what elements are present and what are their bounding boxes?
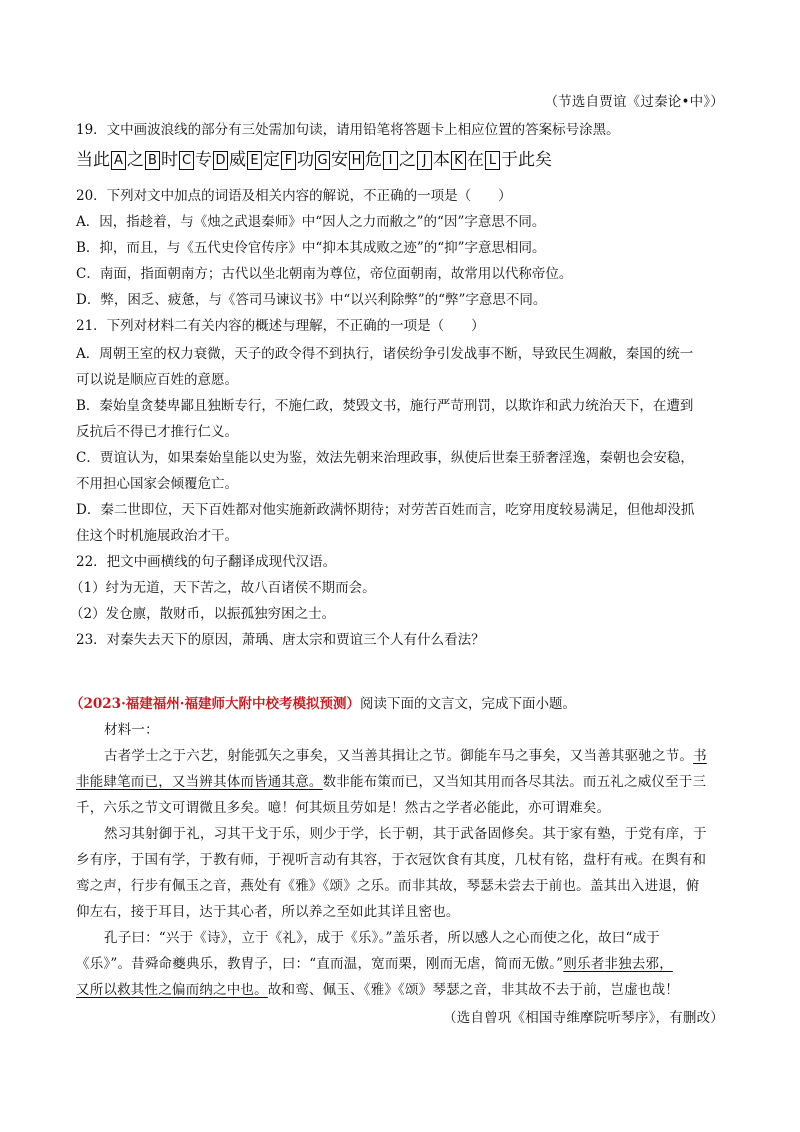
material-p1-line-2 xyxy=(76,772,724,792)
question-21-option-b-line-2: 反抗后不得已才推行仁义。 xyxy=(76,424,238,440)
q19-seg-2: 之 xyxy=(127,150,144,170)
underlined-translation-start: 书 xyxy=(693,748,707,764)
question-21-option-d-line-2: 住这个时机施展政治才干。 xyxy=(76,528,238,544)
q19-box-a[interactable]: A xyxy=(111,151,126,170)
q19-seg-7: 功 xyxy=(297,150,314,170)
question-23-stem: 23．对秦失去天下的原因，萧瑀、唐太宗和贾谊三个人有什么看法？ xyxy=(76,632,485,648)
material-p1-line-1-text: 古者学士之于六艺，射能弧矢之事矣，又当善其揖让之节。御能车马之事矣，又当善其驱驰之节。 xyxy=(104,748,694,764)
material-p3-line-2-text: 《乐》”。昔舜命夔典乐，教胄子，曰：“直而温，宽而栗，刚而无虐，简而无傲。” xyxy=(76,956,564,972)
question-21-option-c-line-2: 不用担心国家会倾覆危亡。 xyxy=(76,476,238,492)
material-p2-line-4: 仰左右，接于耳目，达于其心者，所以养之至如此其详且密也。 xyxy=(76,904,460,920)
material-p1-line-3: 千，六乐之节文可谓微且多矣。噫！何其烦且劳如是！然古之学者必能此，亦可谓难矣。 xyxy=(76,800,611,816)
underlined-translation-2-start: 则乐者非独去邪， xyxy=(563,956,673,972)
source-citation-top: （节选自贾谊《过秦论•中》） xyxy=(544,94,724,110)
question-19-stem: 19．文中画波浪线的部分有三处需加句读，请用铅笔将答题卡上相应位置的答案标号涂黑。 xyxy=(76,122,620,138)
q19-seg-11: 本 xyxy=(433,150,450,170)
q19-box-c[interactable]: C xyxy=(179,151,194,170)
q19-box-g[interactable]: G xyxy=(315,151,330,170)
underlined-translation-sentence: 非能肆笔而已，又当辨其体而皆通其意。 xyxy=(76,774,323,790)
question-21-option-a-line-2: 可以说是顺应百姓的意愿。 xyxy=(76,372,238,388)
material-p3-line-1: 孔子曰：“兴于《诗》，立于《礼》，成于《乐》。”盖乐者，所以感人之心而使之化，故曰“成于 xyxy=(104,930,661,946)
section-2-instruction: 阅读下面的文言文，完成下面小题。 xyxy=(359,696,576,712)
q19-box-e[interactable]: E xyxy=(247,151,262,170)
q19-box-j[interactable]: J xyxy=(417,151,432,170)
q19-box-i[interactable]: I xyxy=(383,151,398,170)
section-2-header xyxy=(70,694,724,714)
q19-seg-3: 时 xyxy=(161,150,178,170)
source-citation-bottom: （选自曾巩《相国寺维摩院听琴序》，有删改） xyxy=(443,1010,724,1026)
q19-seg-6: 定 xyxy=(263,150,280,170)
underlined-translation-2-end: 又所以救其性之偏而纳之中也。 xyxy=(76,982,268,998)
q19-seg-10: 之 xyxy=(399,150,416,170)
material-p3-line-3-text: 故和鸾、佩玉、《雅》《颂》琴瑟之音，非其故不去于前，岂虚也哉！ xyxy=(267,982,680,998)
question-21-option-c-line-1: C．贾谊认为，如果秦始皇能以史为鉴，效法先朝来治理政事，纵使后世秦王骄奢淫逸，秦朝也会安稳， xyxy=(76,450,694,466)
q19-seg-5: 威 xyxy=(229,150,246,170)
material-one-label: 材料一： xyxy=(104,722,159,738)
question-21-option-a-line-1: A．周朝王室的权力衰微，天子的政令得不到执行，诸侯纷争引发战事不断，导致民生凋敝，秦国的统一 xyxy=(76,346,694,362)
q19-seg-12: 在 xyxy=(467,150,484,170)
q19-box-d[interactable]: D xyxy=(213,151,228,170)
q19-box-k[interactable]: K xyxy=(451,151,466,170)
material-p1-line-2-text: 数非能布策而已，又当知其用而各尽其法。而五礼之威仪至于三 xyxy=(322,774,707,790)
question-21-stem: 21．下列对材料二有关内容的概述与理解，不正确的一项是（ ） xyxy=(76,318,485,334)
material-p3-line-2 xyxy=(76,954,724,974)
q19-box-b[interactable]: B xyxy=(145,151,160,170)
q19-seg-9: 危 xyxy=(365,150,382,170)
question-22-stem: 22．把文中画横线的句子翻译成现代汉语。 xyxy=(76,554,337,570)
question-22-sentence-2: （2）发仓廪，散财币，以振孤独穷困之士。 xyxy=(70,606,336,622)
material-p2-line-2: 乡有序，于国有学，于教有师，于视听言动有其容，于衣冠饮食有其度，几杖有铭，盘杅有戒。在舆有和 xyxy=(76,852,707,868)
q19-seg-4: 专 xyxy=(195,150,212,170)
q19-seg-8: 安 xyxy=(331,150,348,170)
q19-box-f[interactable]: F xyxy=(281,151,296,170)
q19-seg-1: 当此 xyxy=(76,150,110,170)
question-20-stem: 20．下列对文中加点的词语及相关内容的解说，不正确的一项是（ ） xyxy=(76,188,512,204)
question-20-option-c: C．南面，指面朝南方；古代以坐北朝南为尊位，帝位面朝南，故常用以代称帝位。 xyxy=(76,266,573,282)
question-20-option-b: B．抑，而且，与《五代史伶官传序》中“抑本其成败之迹”的“抑”字意思相同。 xyxy=(76,240,546,256)
material-p2-line-1: 然习其射御于礼，习其干戈于乐，则少于学，长于朝，其于武备固修矣。其于家有塾，于党有庠，于 xyxy=(104,826,707,842)
question-20-option-d: D．弊，困乏、疲惫，与《答司马谏议书》中“以兴利除弊”的“弊”字意思不同。 xyxy=(76,292,547,308)
question-21-option-b-line-1: B．秦始皇贪婪卑鄙且独断专行，不施仁政，焚毁文书，施行严苛刑罚，以欺诈和武力统治天下，在遭到 xyxy=(76,398,694,414)
exam-source-tag: （2023·福建福州·福建师大附中校考模拟预测） xyxy=(70,696,360,712)
question-19-sentence xyxy=(76,148,552,172)
q19-seg-13: 于此矣 xyxy=(501,150,552,170)
material-p2-line-3: 鸾之声，行步有佩玉之音，燕处有《雅》《颂》之乐。而非其故，琴瑟未尝去于前也。盖其出入进退，俯 xyxy=(76,878,700,894)
question-20-option-a: A．因，指趁着，与《烛之武退秦师》中“因人之力而敝之”的“因”字意思不同。 xyxy=(76,214,546,230)
q19-box-l[interactable]: L xyxy=(485,151,500,170)
material-p1-line-1 xyxy=(104,746,724,766)
q19-box-h[interactable]: H xyxy=(349,151,364,170)
question-21-option-d-line-1: D．秦二世即位，天下百姓都对他实施新政满怀期待；对劳苦百姓而言，吃穿用度较易满足，但他却没抓 xyxy=(76,502,695,518)
material-p3-line-3 xyxy=(76,980,724,1000)
question-22-sentence-1: （1）纣为无道，天下苦之，故八百诸侯不期而会。 xyxy=(70,580,376,596)
